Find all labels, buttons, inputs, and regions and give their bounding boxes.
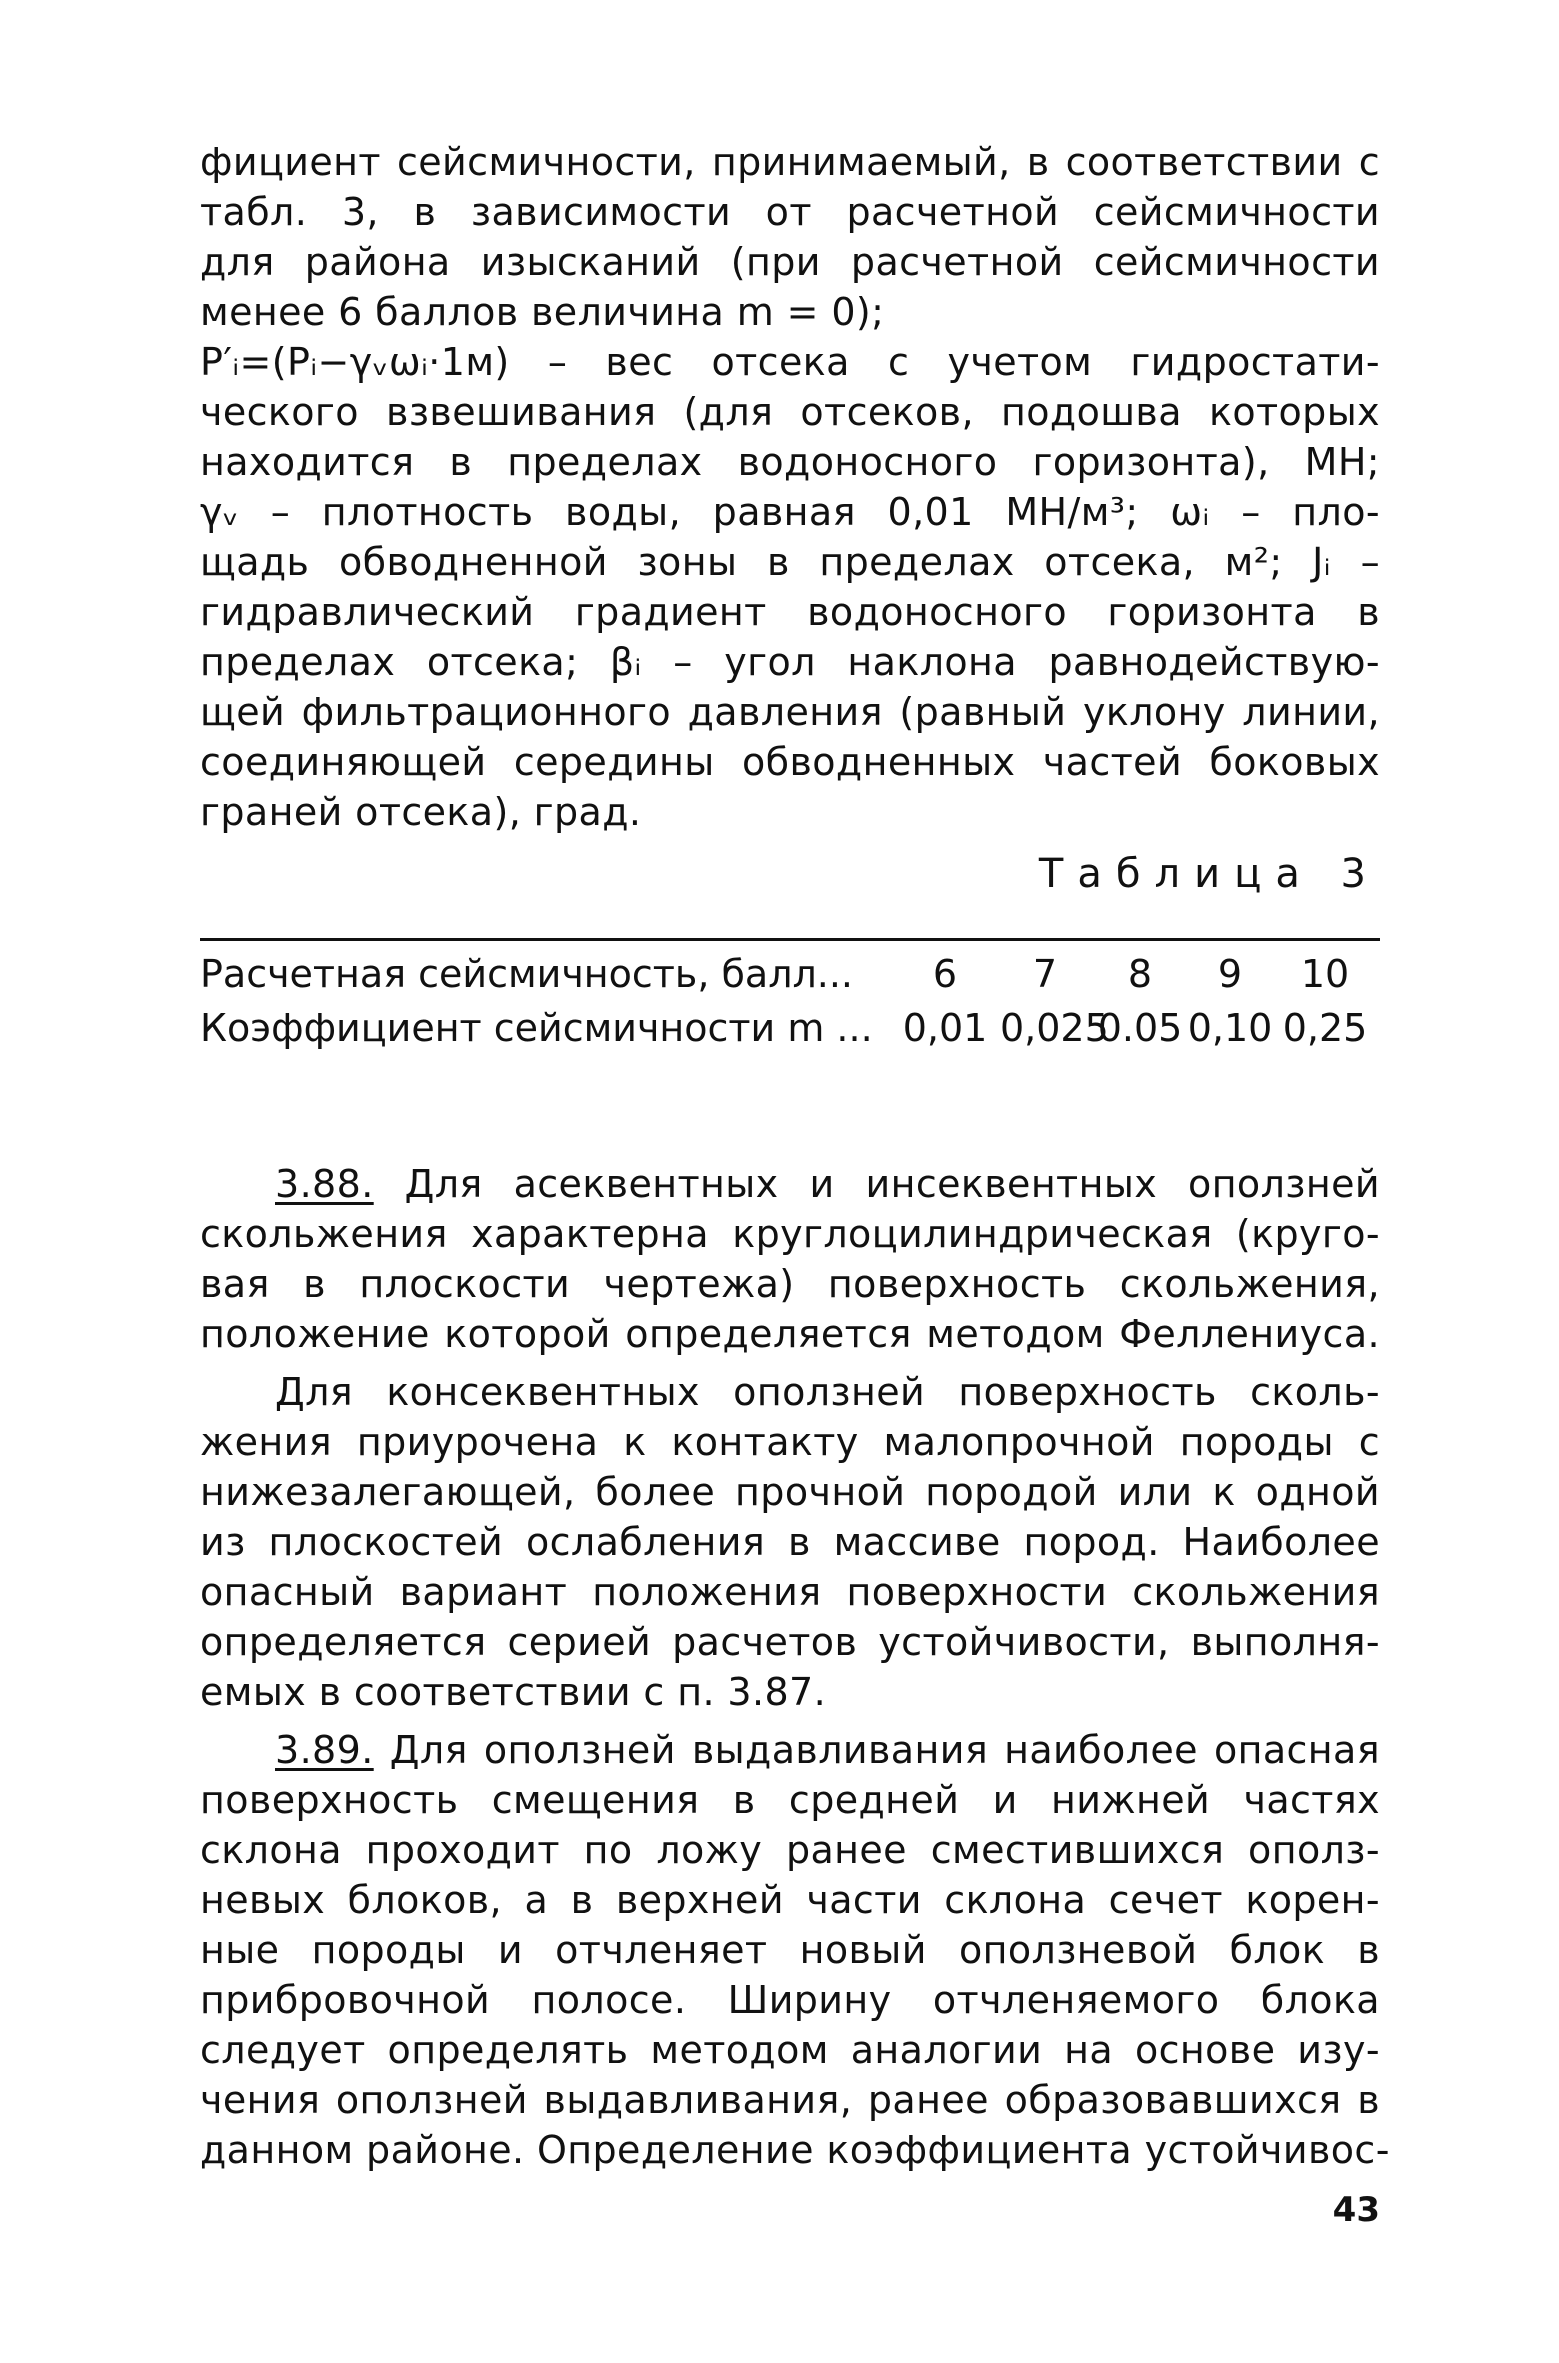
text-line: данном районе. Определение коэффициента устойчивос-	[200, 2128, 1390, 2172]
text-line: емых в соответствии с п. 3.87.	[200, 1670, 827, 1714]
table-cell: 0,025	[1000, 1006, 1109, 1050]
text-line: γᵥ – плотность воды, равная 0,01 МН/м³; ωᵢ – пло-	[200, 490, 1380, 534]
table-row-seismicity	[200, 948, 1390, 1000]
text-line: ческого взвешивания (для отсеков, подошва которых	[200, 390, 1380, 434]
text-line: нижезалегающей, более прочной породой или к одной	[200, 1470, 1380, 1514]
table-cell: 6	[932, 952, 958, 996]
table-cell: 9	[1217, 952, 1243, 996]
section-number: 3.89.	[275, 1728, 374, 1772]
text-line: для района изысканий (при расчетной сейсмичности	[200, 240, 1380, 284]
text-line: фициент сейсмичности, принимаемый, в соответствии с	[200, 140, 1380, 184]
section-number: 3.88.	[275, 1162, 374, 1206]
text-line: щадь обводненной зоны в пределах отсека, м²; Jᵢ –	[200, 540, 1380, 584]
table-cell: 0,01	[902, 1006, 988, 1050]
table-cell: 0.05	[1097, 1006, 1183, 1050]
text-line: менее 6 баллов величина m = 0);	[200, 290, 885, 334]
text-line: определяется серией расчетов устойчивости, выполня-	[200, 1620, 1380, 1664]
text-line	[275, 1158, 1380, 1210]
text-line: склона проходит по ложу ранее сместившихся ополз-	[200, 1828, 1380, 1872]
text-line: пределах отсека; βᵢ – угол наклона равнодействую-	[200, 640, 1380, 684]
page-number: 43	[1332, 2190, 1380, 2230]
table-row-coefficient	[200, 1002, 1390, 1054]
text-line: находится в пределах водоносного горизонта), МН;	[200, 440, 1380, 484]
text-line: гидравлический градиент водоносного горизонта в	[200, 590, 1380, 634]
text-line: табл. 3, в зависимости от расчетной сейсмичности	[200, 190, 1380, 234]
text-line: соединяющей середины обводненных частей боковых	[200, 740, 1380, 784]
text-line: из плоскостей ослабления в массиве пород. Наиболее	[200, 1520, 1380, 1564]
row-label: Коэффициент сейсмичности m ...	[200, 1006, 873, 1050]
section-text: Для асеквентных и инсеквентных оползней	[404, 1162, 1380, 1206]
text-line: скольжения характерна круглоцилиндрическая (круго-	[200, 1212, 1380, 1256]
text-line: следует определять методом аналогии на основе изу-	[200, 2028, 1380, 2072]
text-line: жения приурочена к контакту малопрочной породы с	[200, 1420, 1380, 1464]
table-cell: 10	[1300, 952, 1350, 996]
text-line: поверхность смещения в средней и нижней частях	[200, 1778, 1380, 1822]
text-line: невых блоков, а в верхней части склона сечет корен-	[200, 1878, 1380, 1922]
text-line	[275, 1724, 1380, 1776]
text-line: Для консеквентных оползней поверхность сколь-	[275, 1370, 1380, 1414]
text-line: ные породы и отчленяет новый оползневой блок в	[200, 1928, 1380, 1972]
table-rule	[200, 938, 1380, 941]
text-line: опасный вариант положения поверхности скольжения	[200, 1570, 1380, 1614]
text-line: щей фильтрационного давления (равный уклону линии,	[200, 690, 1380, 734]
table-cell: 0,25	[1282, 1006, 1368, 1050]
section-text: Для оползней выдавливания наиболее опасная	[389, 1728, 1381, 1772]
text-line: P′ᵢ=(Pᵢ−γᵥωᵢ·1м) – вес отсека с учетом гидростати-	[200, 340, 1380, 384]
table-cell: 0,10	[1187, 1006, 1273, 1050]
text-line: прибровочной полосе. Ширину отчленяемого блока	[200, 1978, 1380, 2022]
text-line: граней отсека), град.	[200, 790, 642, 834]
row-label: Расчетная сейсмичность, балл...	[200, 952, 854, 996]
table-cell: 7	[1032, 952, 1058, 996]
table-title: Таблица 3	[1038, 851, 1380, 897]
table-cell: 8	[1127, 952, 1153, 996]
text-line: положение которой определяется методом Феллениуса.	[200, 1312, 1380, 1356]
text-line: вая в плоскости чертежа) поверхность скольжения,	[200, 1262, 1380, 1306]
text-line: чения оползней выдавливания, ранее образовавшихся в	[200, 2078, 1380, 2122]
